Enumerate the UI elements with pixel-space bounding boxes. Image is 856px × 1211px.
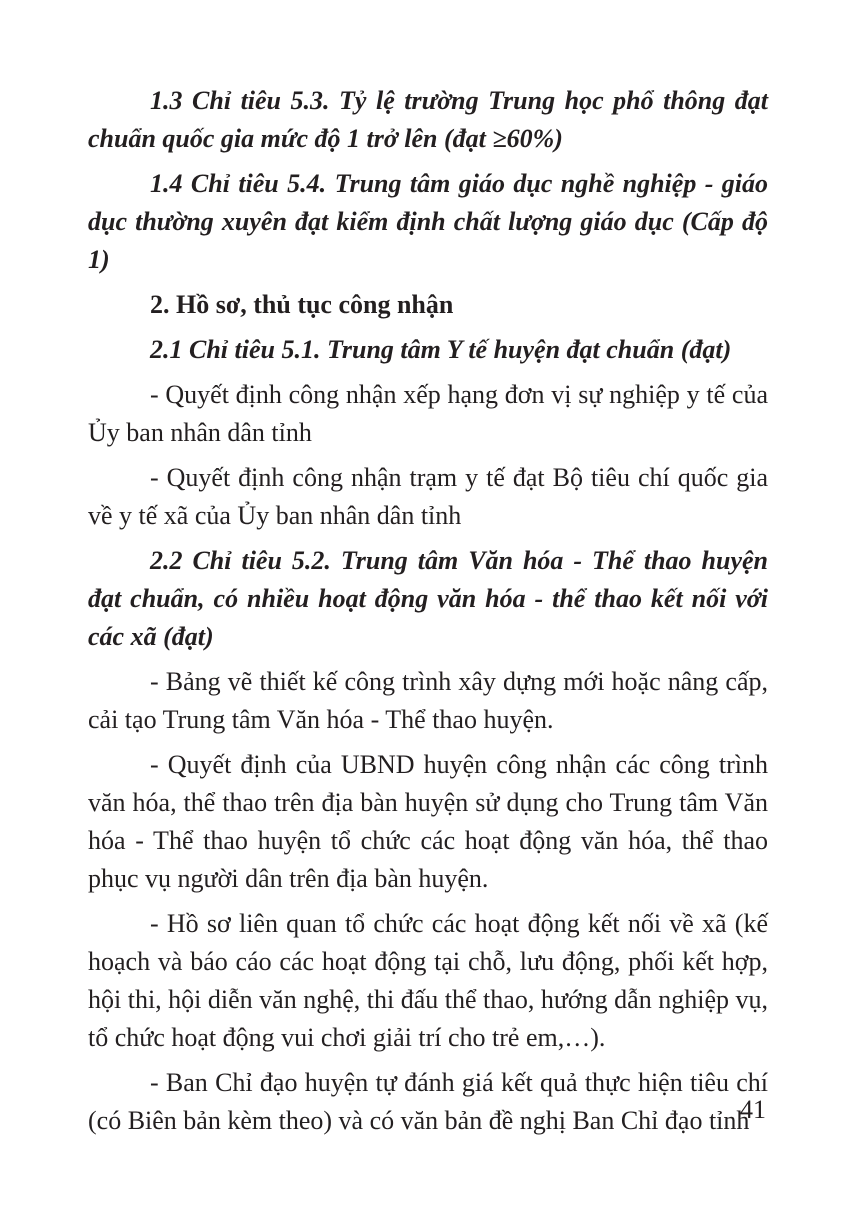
page-number: 41 [740, 1095, 766, 1124]
section-heading-2: 2. Hồ sơ, thủ tục công nhận [150, 290, 454, 319]
body-paragraph: - Quyết định công nhận trạm y tế đạt Bộ tiêu chí quốc gia về y tế xã của Ủy ban nhân dân tỉnh [88, 463, 768, 530]
body-paragraph: - Bảng vẽ thiết kế công trình xây dựng mới hoặc nâng cấp, cải tạo Trung tâm Văn hóa - Thể thao huyện. [88, 667, 768, 734]
heading-1-3: 1.3 Chỉ tiêu 5.3. Tỷ lệ trường Trung học phổ thông đạt chuẩn quốc gia mức độ 1 trở lên (đạt ≥60%) [88, 86, 768, 153]
body-paragraph: - Hồ sơ liên quan tổ chức các hoạt động kết nối về xã (kế hoạch và báo cáo các hoạt động tại chỗ, lưu động, phối kết hợp, hội thi, hội diễn văn nghệ, thi đấu thể thao, hướng dẫn nghiệp vụ, tổ chức hoạt động vui chơi giải trí cho trẻ em,…). [88, 909, 768, 1052]
body-paragraph: - Ban Chỉ đạo huyện tự đánh giá kết quả thực hiện tiêu chí (có Biên bản kèm theo) và có văn bản đề nghị Ban Chỉ đạo tỉnh [88, 1068, 768, 1135]
page-body [88, 82, 768, 1147]
body-paragraph: - Quyết định của UBND huyện công nhận các công trình văn hóa, thể thao trên địa bàn huyện sử dụng cho Trung tâm Văn hóa - Thể thao huyện tổ chức các hoạt động văn hóa, thể thao phục vụ người dân trên địa bàn huyện. [88, 750, 768, 893]
heading-1-4: 1.4 Chỉ tiêu 5.4. Trung tâm giáo dục nghề nghiệp - giáo dục thường xuyên đạt kiểm định chất lượng giáo dục (Cấp độ 1) [88, 169, 768, 274]
heading-2-2: 2.2 Chỉ tiêu 5.2. Trung tâm Văn hóa - Thể thao huyện đạt chuẩn, có nhiều hoạt động văn hóa - thể thao kết nối với các xã (đạt) [88, 546, 768, 651]
body-paragraph: - Quyết định công nhận xếp hạng đơn vị sự nghiệp y tế của Ủy ban nhân dân tỉnh [88, 380, 768, 447]
heading-2-1: 2.1 Chỉ tiêu 5.1. Trung tâm Y tế huyện đạt chuẩn (đạt) [150, 335, 732, 364]
